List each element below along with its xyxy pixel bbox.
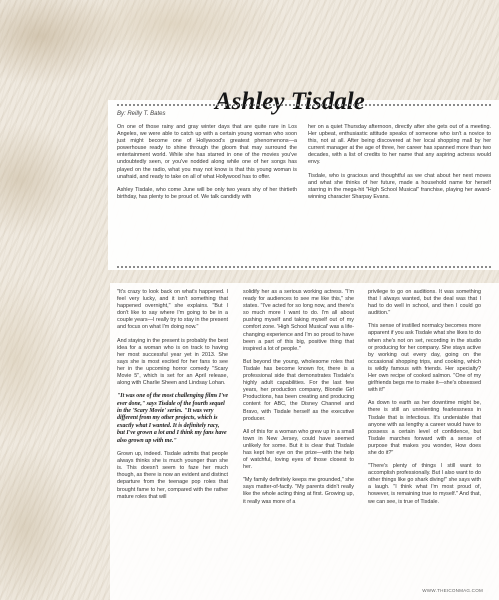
byline: By: Reilly T. Bates xyxy=(117,111,166,117)
article-title: Ashley Tisdale xyxy=(215,88,365,115)
body-column-3 xyxy=(368,289,481,512)
body-paragraph: Grown up, indeed. Tisdale admits that people always thinks she is much younger than she is. This doesn't seem to faze her much though, as there is now an evident and distinct departure from the teenage pop roles that brought fame to her, compared with the rather mature roles that will xyxy=(117,451,228,500)
body-column-1 xyxy=(117,289,228,507)
intro-column-1 xyxy=(117,124,297,207)
body-paragraph: "My family definitely keeps me grounded," she says matter-of-factly. "My parents didn't really like the whole acting thing at first. Growing up, it really was more of a xyxy=(243,477,354,505)
intro-paragraph: Tisdale, who is gracious and thoughtful as we chat about her next moves and what she thinks of her future, made a household name for herself starring in the mega-hit "High School Musical" franchise, playing her award-winning character Sharpay Evans. xyxy=(308,172,491,200)
body-paragraph: But beyond the young, wholesome roles that Tisdale has become known for, there is a professional side that demonstrates Tisdale's highly adult capabilities. For the last few years, her production company, Blondie Girl Productions, has been creating and producing content for ABC, the Disney Channel and Bravo, with Tisdale herself as the executive producer. xyxy=(243,358,354,422)
intro-paragraph: her on a quiet Thursday afternoon, directly after she gets out of a meeting. Her upbeat, enthusiastic attitude speaks of someone who isn't a novice to this, not at all. After being discovered at her local shopping mall by her current manager at the age of three, her career has spanned more than two decades, with a list of credits to her name that any aspiring actress would envy. xyxy=(308,124,491,166)
body-paragraph: As down to earth as her downtime might be, there is still an unrelenting fearlessness in Tisdale that is infectious. It's undeniable that anyone with as lengthy a career would have to possess a certain level of confidence, but Tisdale marches forward with a sense of purpose that makes you wonder, How does she do it?" xyxy=(368,400,481,456)
body-paragraph: privilege to go on auditions. It was something that I always wanted, but the deal was that I had to do well in school, and then I could go audition." xyxy=(368,289,481,317)
section-divider xyxy=(117,266,491,268)
body-column-2 xyxy=(243,289,354,512)
body-paragraph: "It's crazy to look back on what's happened. I feel very lucky, and it isn't something that happened overnight," she explains. "But I don't like to say where I'm going to be in a couple years—I really try to stay in the present and focus on what I'm doing now." xyxy=(117,289,228,331)
pull-quote: "It was one of the most challenging films I've ever done," says Tisdale of the fourth sequel in the 'Scary Movie' series. "It was very different from my other projects, which is exactly what I wanted. It is definitely racy, but I've grown a lot and I think my fans have also grown up with me." xyxy=(117,393,228,444)
footer-website-link[interactable]: WWW.THEICONMAG.COM xyxy=(422,588,483,593)
body-paragraph: This sense of instilled normalcy becomes more apparent if you ask Tisdale what she likes to do when she's not on set, recording in the studio or producing for her company. She stays active by working out every day, going on the occasional shopping trips, and cooking, which is wildly famous with friends. Her specialty? Her own recipe of cooked salmon. "One of my girlfriends begs me to make it—she's obsessed with it!" xyxy=(368,323,481,394)
body-paragraph: All of this for a woman who grew up in a small town in New Jersey, could have seemed unlikely for some. But it is clear that Tisdale has kept her eye on the prize—with the help of watchful, loving eyes of those closest to her. xyxy=(243,428,354,471)
intro-paragraph: Ashley Tisdale, who come June will be only two years shy of her thirtieth birthday, has plenty to be proud of. We talk candidly with xyxy=(117,186,297,200)
intro-paragraph: On one of those rainy and gray winter days that are quite rare in Los Angeles, we were able to catch up with a certain young woman who soon just might become one of Hollywood's greatest phenomenons—a powerhouse ready to shine through the gloom that may surround the entertainment world. While she has starred in one of the movies you've undoubtedly seen, or you've nodded along while one of her songs has played on the radio, what you may not know is that this young woman is unafraid, and ready to take on all of what Hollywood has to offer. xyxy=(117,124,297,180)
body-paragraph: solidify her as a serious working actress. "I'm ready for audiences to see me like this," she states. "I've acted for so long now, and there's so much more I want to do. I'm all about pushing myself and taking myself out of my comfort zone. 'High School Musical' was a life-changing experience and I'm so proud to have been a part of this big, positive thing that inspired a lot of people." xyxy=(243,289,354,352)
body-paragraph: "There's plenty of things I still want to accomplish professionally. But I also want to do other things like go shark diving!" she says with a laugh. "I think what I'm most proud of, however, is remaining true to myself." And that, we can see, is true of Tisdale. xyxy=(368,463,481,505)
intro-column-2 xyxy=(308,124,491,207)
title-divider xyxy=(117,104,491,106)
body-paragraph: And staying in the present is probably the best idea for a woman who is on track to having her most successful year yet in 2013. She says she is most excited for her fans to see her in the upcoming horror comedy "Scary Movie 5", which is set for an April release, along with Charlie Sheen and Lindsay Lohan. xyxy=(117,337,228,387)
